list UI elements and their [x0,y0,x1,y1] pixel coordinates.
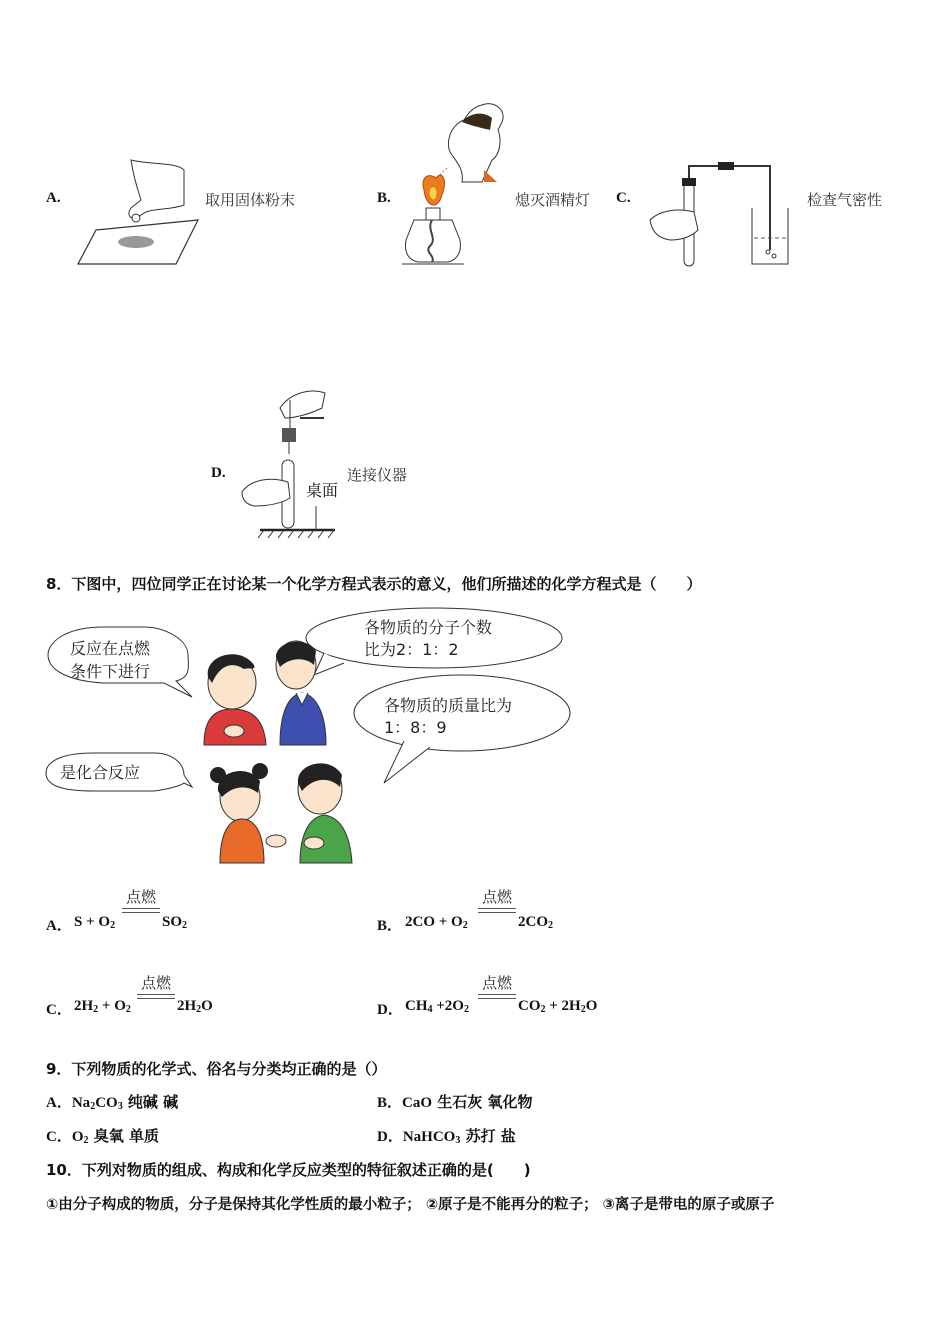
bubble-3-line-1: 各物质的质量比为 [384,696,513,715]
q8-option-c-left: $2H_2 + O_2$ [74,998,131,1015]
q8-option-a-left: $S + O_2$ [74,914,116,931]
connecting-apparatus-illustration [240,388,340,538]
q8-option-c-condition: 点燃 [140,974,171,992]
student-4 [298,763,352,863]
q9-option-d: D．NaHCO$_3$ 苏打 盐 [377,1127,516,1146]
q9-option-c: C．$O_2$ 臭氧 单质 [46,1127,159,1146]
airtightness-test-illustration [650,160,800,270]
alcohol-lamp-illustration [402,100,512,270]
option-b-label: B. [377,190,391,206]
q8-option-c-right: $2H_2O$ [177,998,213,1015]
bubble-1-line-1: 反应在点燃 [70,639,151,658]
q8-option-c-arrow [137,994,175,999]
discussion-illustration [44,605,574,870]
student-1 [204,654,266,745]
question-10-stem: 10．下列对物质的组成、构成和化学反应类型的特征叙述正确的是( ) [46,1161,531,1179]
option-a-label: A. [46,190,61,206]
desk-label: 桌面 [306,481,339,500]
powder-sampling-illustration [76,160,201,268]
bubble-1-line-2: 条件下进行 [70,662,151,681]
q8-option-a-arrow [122,908,160,913]
q8-option-d-arrow [478,994,516,999]
bubble-4-line-1: 是化合反应 [60,763,141,782]
q8-option-a-condition: 点燃 [125,888,156,906]
q8-option-d-condition: 点燃 [481,974,512,992]
q8-option-a-label: A． [46,918,72,934]
student-3 [210,763,286,863]
q9-option-a: A．$Na_2CO_3$ 纯碱 碱 [46,1093,179,1112]
option-c-label: C. [616,190,631,206]
bubble-2-line-1: 各物质的分子个数 [364,618,493,637]
student-2 [276,641,326,745]
q8-option-d-right: $CO_2 + 2H_2O$ [518,998,598,1015]
q9-option-b: B．CaO 生石灰 氧化物 [377,1093,533,1111]
question-9-stem: 9．下列物质的化学式、俗名与分类均正确的是（） [46,1060,387,1078]
question-10-line-1: ①由分子构成的物质，分子是保持其化学性质的最小粒子； ②原子是不能再分的粒子； ③离子是带电的原子或原子 [46,1197,775,1213]
option-c-caption: 检查气密性 [807,191,883,209]
option-a-caption: 取用固体粉末 [205,191,296,209]
q8-option-b-arrow [478,908,516,913]
option-d-caption: 连接仪器 [347,466,408,484]
q8-option-b-condition: 点燃 [481,888,512,906]
q8-option-b-left: $2CO + O_2$ [405,914,468,931]
option-b-caption: 熄灭酒精灯 [515,191,591,209]
question-8-stem: 8．下图中，四位同学正在讨论某一个化学方程式表示的意义，他们所描述的化学方程式是（ ） [46,575,702,593]
q8-option-a-right: $SO_2$ [162,914,188,931]
bubble-2-line-2: 比为2：1：2 [364,640,459,659]
q8-option-d-left: $CH_4 +2O_2$ [405,998,469,1015]
bubble-3-line-2: 1：8：9 [384,718,447,737]
q8-option-b-label: B． [377,918,403,934]
option-d-label: D. [211,465,226,481]
q8-option-b-right: $2CO_2$ [518,914,553,931]
q8-option-c-label: C． [46,1002,72,1018]
q8-option-d-label: D． [377,1002,403,1018]
